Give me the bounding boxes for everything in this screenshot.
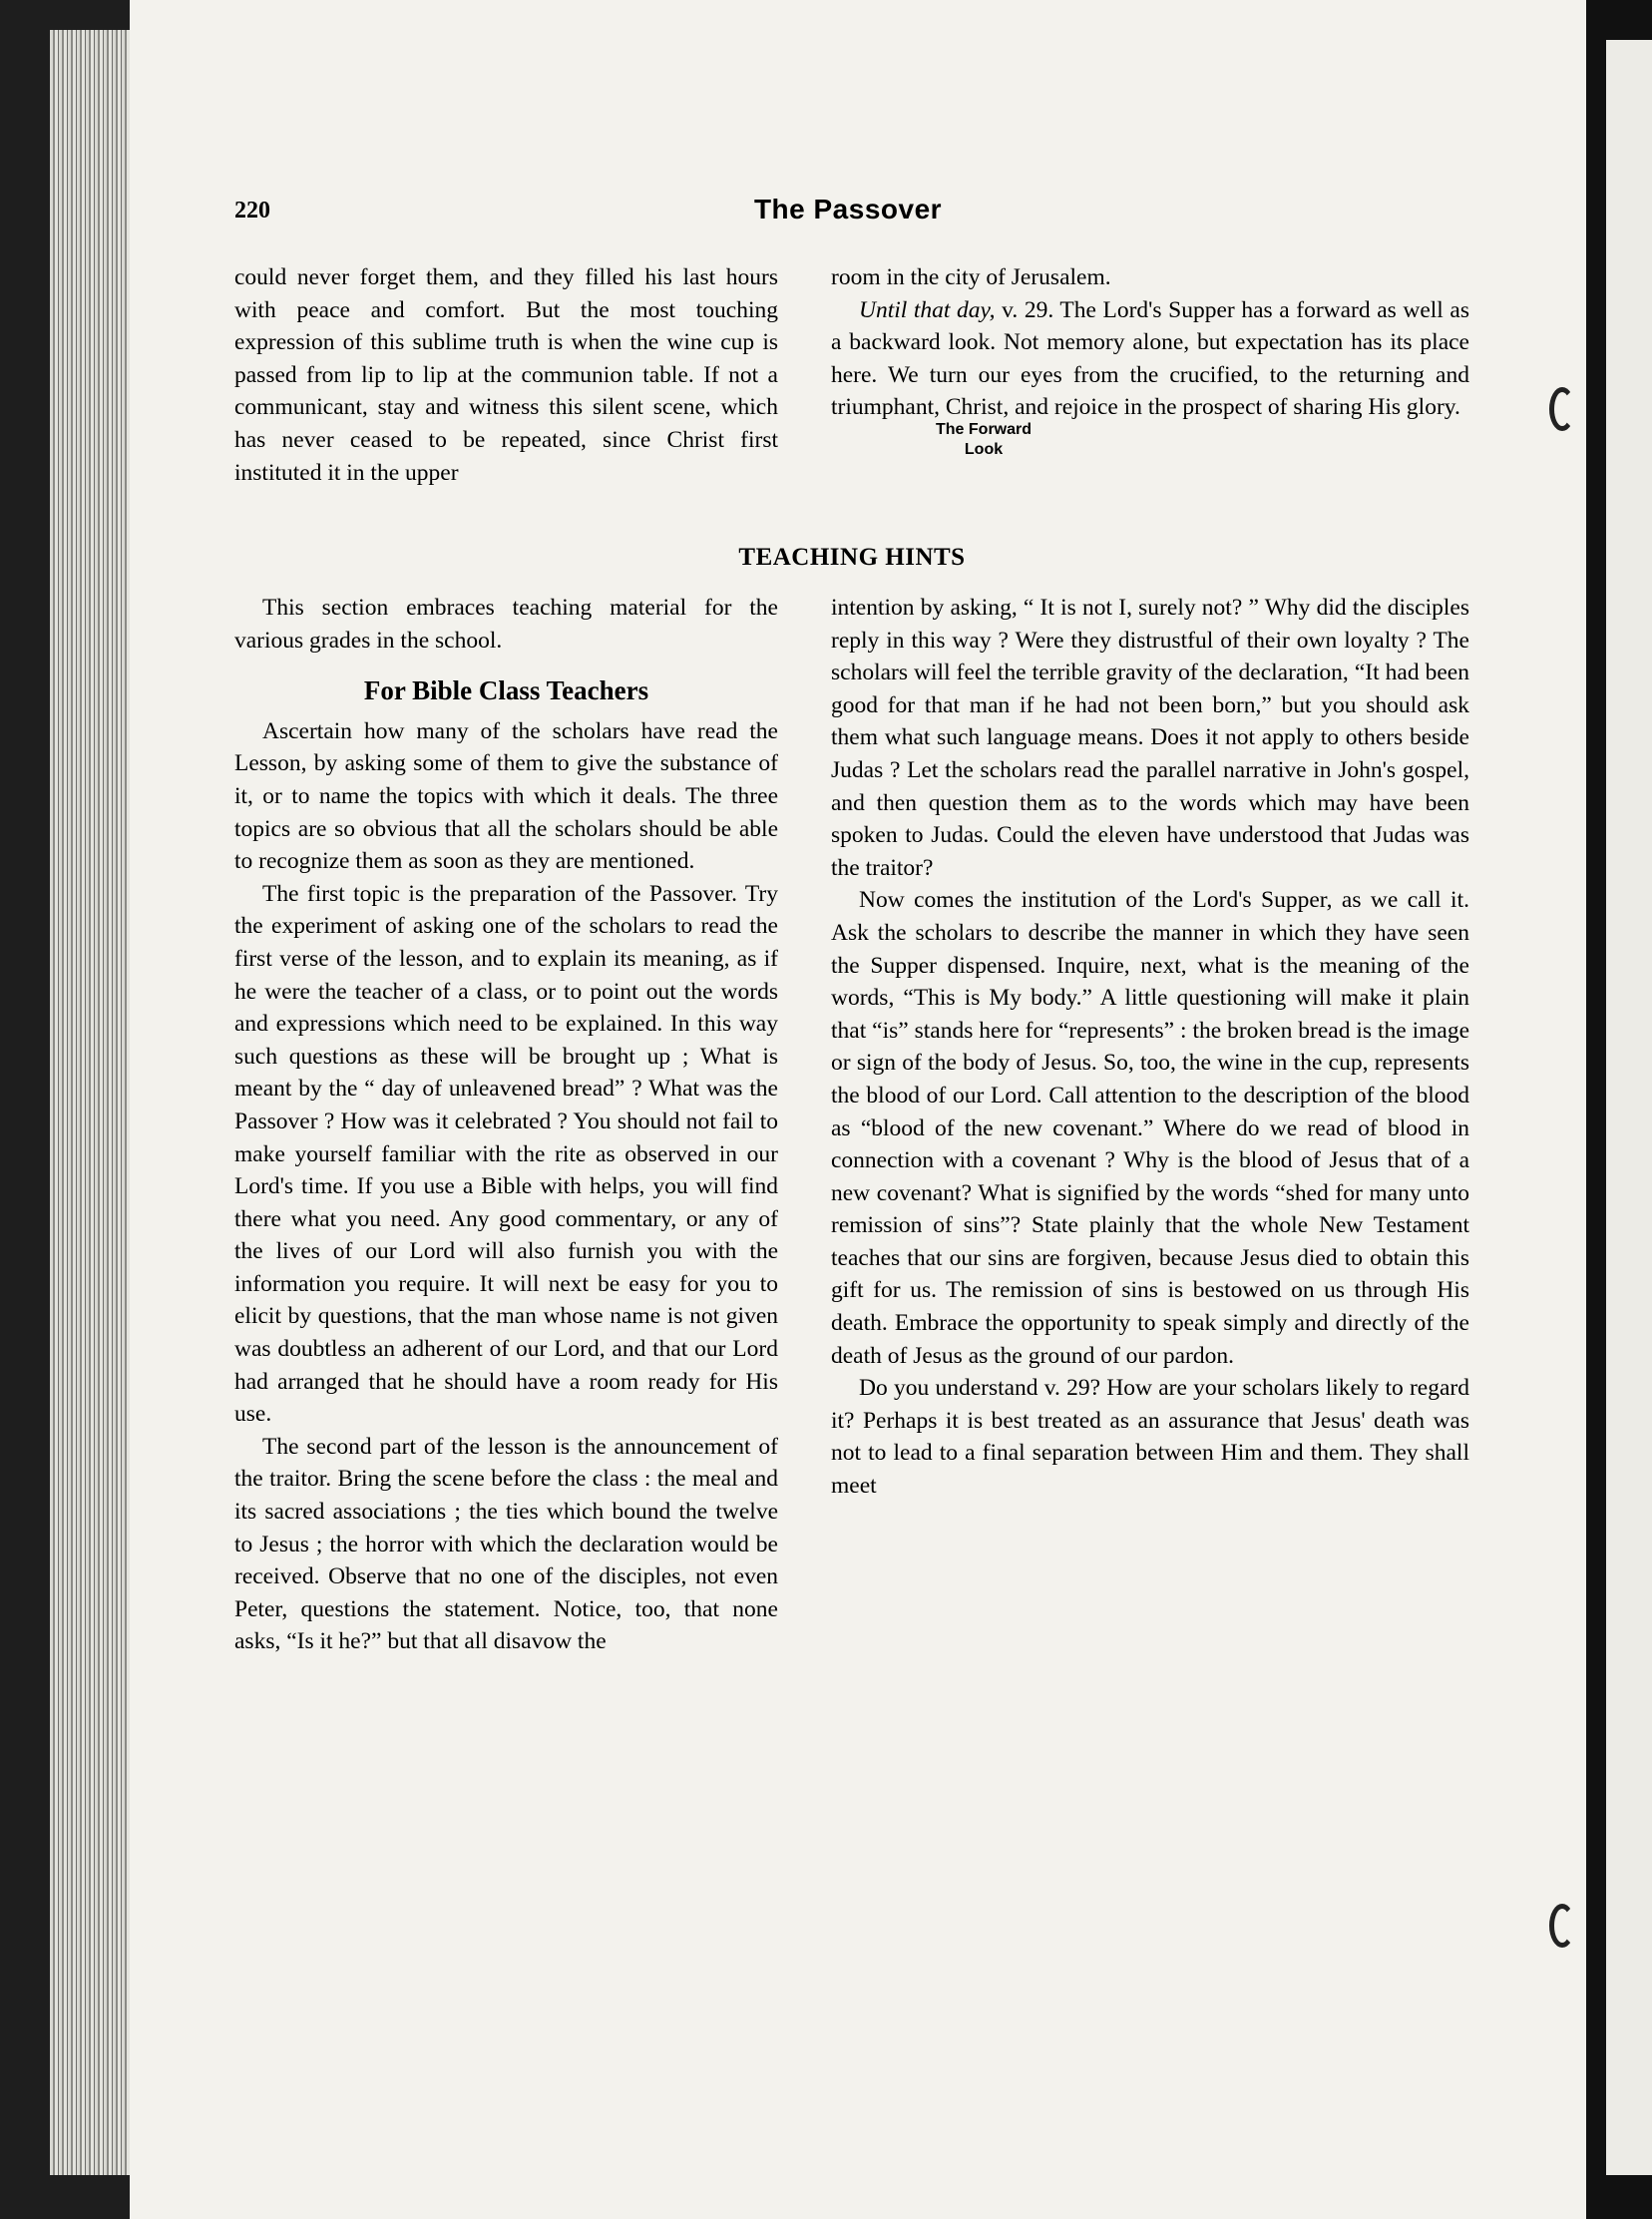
paragraph: Do you understand v. 29? How are your scholars likely to regard it? Perhaps it is best treated as an assurance that Jesus' death was not to lead to a final separation between Him and them. They shall meet [831, 1375, 1469, 1500]
paragraph: could never forget them, and they filled his last hours with peace and comfort. But the most touching expression of this sublime truth is when the wine cup is passed from lip to lip at the communion table. If not a communicant, stay and witness this silent scene, which has never ceased to be repeated, since Christ first instituted it in the upper [234, 264, 778, 486]
binding-hole-mark [1549, 1904, 1575, 1948]
section-intro: This section embraces teaching material for the various grades in the school. [234, 595, 778, 654]
verse-reference: Until that day, [859, 296, 996, 323]
page-number: 220 [234, 198, 270, 223]
column-top-left [234, 261, 778, 489]
running-head [234, 194, 1461, 237]
facing-page-edge [1606, 40, 1652, 2175]
margin-note: The Forward Look [936, 421, 1032, 458]
paragraph: intention by asking, “ It is not I, surely not? ” Why did the disciples reply in this way ? Were they distrustful of their own loyalty ? The scholars will feel the terrible gravity of the declaration, “It had been good for that man if he had not been born,” but you should ask them what such language means. Does it not apply to others beside Judas ? Let the scholars read the parallel narrative in John's gospel, and then question them as to the words which may have been spoken to Judas. Could the eleven have understood that Judas was the traitor? [831, 595, 1469, 881]
binding-hole-mark [1549, 387, 1575, 431]
paragraph: The second part of the lesson is the announcement of the traitor. Bring the scene before the class : the meal and its sacred associations ; the ties which bound the twelve to Jesus ; the horror with which the declaration would be received. Observe that no one of the disciples, not even Peter, questions the statement. Notice, too, that none asks, “Is it he?” but that all disavow the [234, 1433, 778, 1655]
column-bottom-right [831, 592, 1469, 1503]
subheading: For Bible Class Teachers [363, 675, 649, 706]
paragraph [831, 294, 1469, 424]
paragraph-text: v. 29. The Lord's Supper has a forward as well as a backward look. Not memory alone, but expectation has its place here. We turn our eyes from the crucified, to the returning and triumphant, Christ, and rejoice in the prospect of sharing His glory. [831, 296, 1470, 421]
paragraph: Ascertain how many of the scholars have read the Lesson, by asking some of them to give the substance of it, or to name the topics with which it deals. The three topics are so obvious that all the scholars should be able to recognize them as soon as they are mentioned. [234, 717, 778, 875]
paragraph: Now comes the institution of the Lord's Supper, as we call it. Ask the scholars to describe the manner in which they have seen the Supper dispensed. Inquire, next, what is the meaning of the words, “This is My body.” A little questioning will make it plain that “is” stands here for “represents” : the broken bread is the image or sign of the body of Jesus. So, too, the wine in the cup, represents the blood of our Lord. Call attention to the description of the blood as “blood of the new covenant.” Where do we read of blood in connection with a covenant ? Why is the blood of Jesus that of a new covenant? What is signified by the words “shed for many unto remission of sins”? State plainly that the whole New Testament teaches that our sins are forgiven, because Jesus died to obtain this gift for us. The remission of sins is bestowed on us through His death. Embrace the opportunity to speak simply and directly of the death of Jesus as the ground of our pardon. [831, 887, 1469, 1369]
section-heading: TEACHING HINTS [738, 544, 966, 571]
page-title: The Passover [753, 194, 943, 224]
column-bottom-left [234, 592, 778, 1658]
paragraph: room in the city of Jerusalem. [831, 264, 1111, 290]
paragraph: The first topic is the preparation of the Passover. Try the experiment of asking one of the scholars to read the first verse of the lesson, and to explain its meaning, as if he were the teacher of a class, or to point out the words and expressions which need to be explained. In this way such questions as these will be brought up ; What is meant by the “ day of unleavened bread” ? What was the Passover ? How was it celebrated ? You should not fail to make yourself familiar with the rite as observed in our Lord's time. If you use a Bible with helps, you will find there what you need. Any good commentary, or any of the lives of our Lord will also furnish you with the information you require. It will next be easy for you to elicit by questions, that the man whose name is not given was doubtless an adherent of our Lord, and that our Lord had arranged that he should have a room ready for His use. [234, 880, 778, 1428]
column-top-right [831, 261, 1469, 424]
